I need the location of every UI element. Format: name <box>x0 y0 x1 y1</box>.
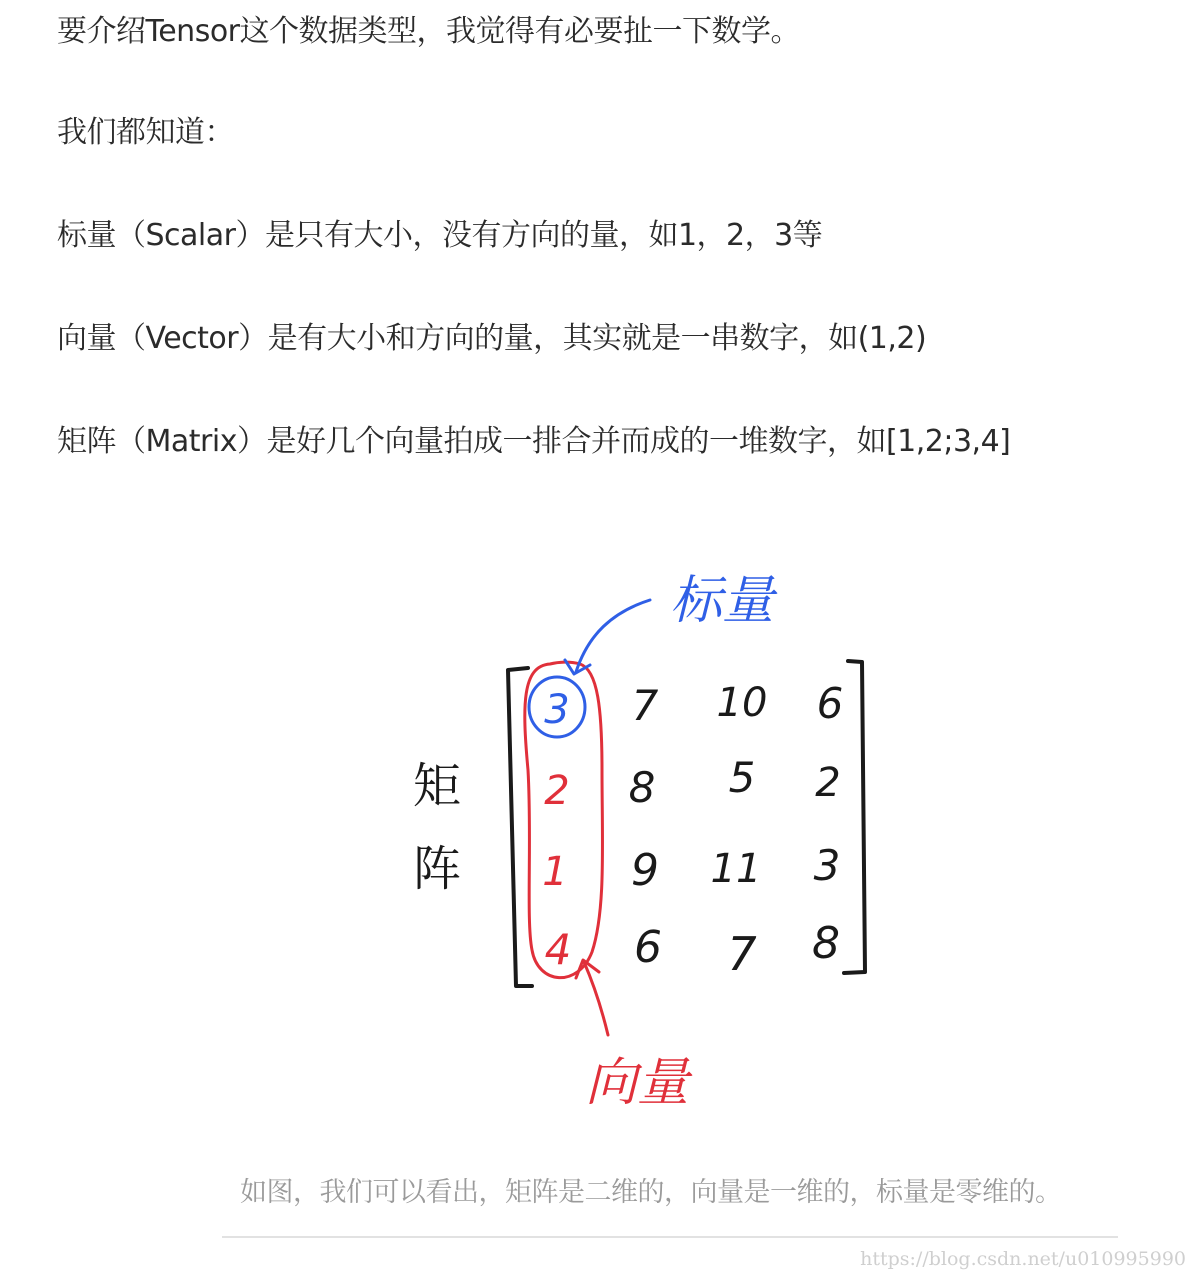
matrix-cell-r1-c3: 10 <box>716 680 768 726</box>
scalar-label: 标量 <box>670 571 775 631</box>
intro-paragraph: 要介绍Tensor这个数据类型，我觉得有必要扯一下数学。 <box>57 14 801 49</box>
caption-divider <box>222 1236 1118 1238</box>
matrix-cell-r3-c3: 11 <box>710 846 762 892</box>
matrix-cell-r3-c1: 1 <box>542 849 568 895</box>
matrix-cell-r4-c3: 7 <box>727 927 757 981</box>
we-know-paragraph: 我们都知道： <box>57 115 234 150</box>
figure-caption: 如图，我们可以看出，矩阵是二维的，向量是一维的，标量是零维的。 <box>240 1177 1062 1208</box>
matrix-label-char-1: 矩 <box>413 758 462 814</box>
right-bracket <box>844 661 865 973</box>
matrix-cell-r1-c1: 3 <box>544 687 570 733</box>
vector-arrow <box>584 962 608 1035</box>
matrix-cell-r2-c4: 2 <box>815 760 841 806</box>
matrix-cell-r4-c1: 4 <box>544 925 572 974</box>
matrix-cell-r3-c4: 3 <box>813 841 841 890</box>
matrix-cell-r2-c3: 5 <box>728 753 756 802</box>
matrix-cell-r4-c2: 6 <box>634 922 662 973</box>
matrix-cell-r2-c1: 2 <box>544 768 570 814</box>
matrix-cell-r1-c4: 6 <box>816 679 844 728</box>
scalar-arrow <box>576 600 650 672</box>
vector-paragraph: 向量（Vector）是有大小和方向的量，其实就是一串数字，如(1,2) <box>57 321 927 356</box>
watermark-url: https://blog.csdn.net/u010995990 <box>860 1248 1186 1270</box>
matrix-illustration <box>380 540 900 1130</box>
matrix-cell-r3-c2: 9 <box>631 845 659 896</box>
matrix-label-char-2: 阵 <box>413 841 462 897</box>
vector-label: 向量 <box>585 1053 690 1113</box>
matrix-cell-r4-c4: 8 <box>812 918 840 969</box>
matrix-cell-r1-c2: 7 <box>631 681 659 730</box>
matrix-drawing <box>380 540 900 1130</box>
matrix-paragraph: 矩阵（Matrix）是好几个向量拍成一排合并而成的一堆数字，如[1,2;3,4] <box>57 424 1011 459</box>
matrix-cell-r2-c2: 8 <box>628 763 656 812</box>
scalar-paragraph: 标量（Scalar）是只有大小，没有方向的量，如1，2，3等 <box>57 218 823 253</box>
